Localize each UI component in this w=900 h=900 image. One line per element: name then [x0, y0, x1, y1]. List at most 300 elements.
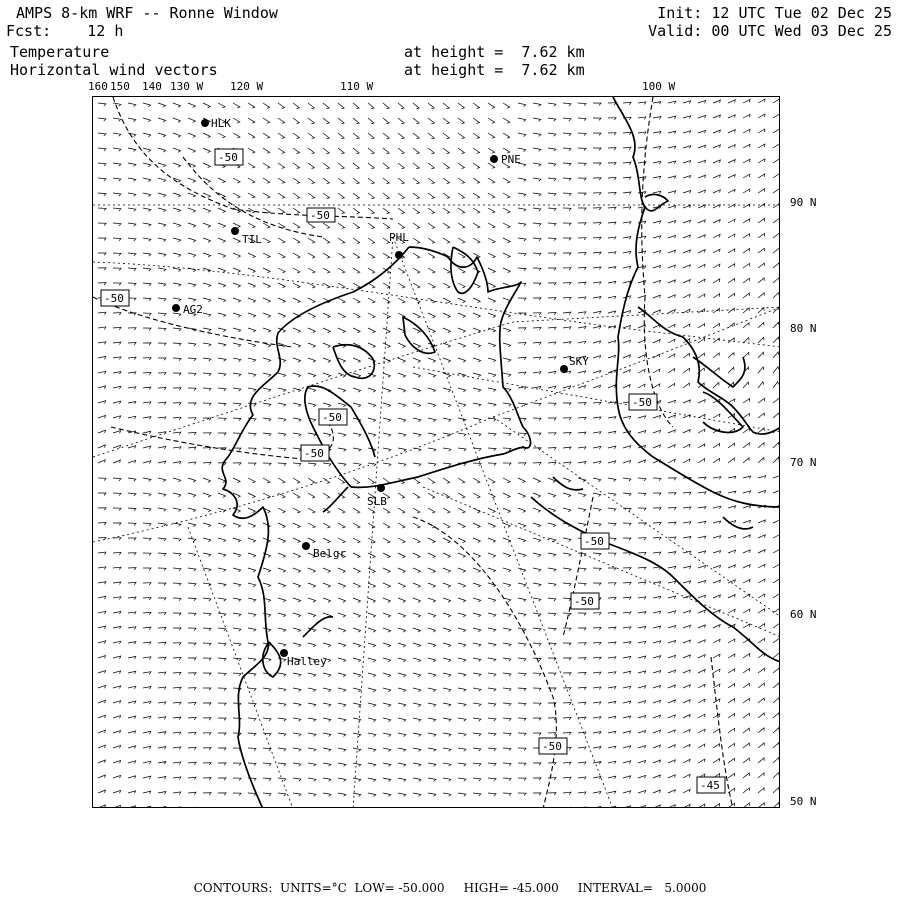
wind-vector: [218, 778, 226, 780]
wind-vector: [338, 673, 346, 677]
wind-vector: [743, 443, 749, 448]
wind-vector: [668, 116, 676, 119]
wind-vector: [203, 478, 211, 482]
wind-vector: [233, 583, 241, 587]
wind-vector: [413, 718, 421, 722]
wind-vector: [698, 507, 706, 510]
wind-vector: [263, 793, 271, 796]
wind-vector: [128, 268, 136, 271]
wind-vector: [113, 416, 121, 419]
wind-vector: [443, 508, 450, 513]
wind-vector: [278, 613, 286, 617]
wind-vector: [578, 403, 586, 405]
station-marker: [172, 303, 203, 316]
wind-vector: [578, 658, 586, 660]
wind-vector: [653, 611, 661, 614]
wind-vector: [623, 582, 631, 584]
wind-vector: [683, 566, 691, 569]
wind-vector: [323, 478, 330, 483]
wind-vector: [428, 553, 435, 558]
wind-vector: [608, 523, 616, 526]
wind-vector: [458, 478, 465, 483]
wind-vector: [578, 777, 586, 780]
wind-vector: [338, 193, 344, 199]
wind-vector: [383, 448, 391, 452]
wind-vector: [263, 658, 271, 661]
wind-vector: [473, 628, 481, 632]
wind-vector: [128, 193, 136, 196]
wind-vector: [623, 385, 630, 389]
wind-vector: [758, 174, 765, 178]
wind-vector: [563, 508, 571, 512]
wind-vector: [98, 371, 106, 374]
wind-vector: [758, 159, 765, 163]
wind-vector: [233, 763, 241, 766]
wind-vector: [278, 748, 286, 751]
wind-vector: [338, 178, 344, 184]
wind-vector: [233, 223, 240, 228]
wind-vector: [638, 355, 645, 358]
wind-vector: [203, 208, 210, 213]
wind-vector: [668, 760, 675, 763]
wind-vector: [488, 448, 496, 451]
wind-vector: [623, 478, 631, 481]
wind-vector: [728, 219, 735, 223]
wind-vector: [143, 223, 151, 226]
wind-vector: [623, 177, 631, 180]
wind-vector: [443, 193, 450, 198]
wind-vector: [593, 432, 601, 435]
wind-vector: [758, 773, 764, 778]
wind-vector: [698, 279, 705, 283]
wind-vector: [473, 733, 481, 736]
wind-vector: [563, 238, 571, 240]
wind-vector: [503, 208, 510, 213]
wind-vector: [773, 189, 780, 194]
wind-vector: [263, 688, 271, 691]
wind-vector: [773, 564, 780, 568]
wind-vector: [683, 220, 691, 223]
wind-vector: [188, 388, 196, 391]
wind-vector: [203, 433, 211, 435]
wind-vector: [263, 388, 271, 392]
wind-vector: [668, 383, 675, 388]
wind-vector: [728, 550, 736, 553]
wind-vector: [563, 133, 571, 136]
wind-vector: [533, 583, 541, 587]
wind-vector: [668, 537, 676, 540]
wind-vector: [608, 776, 616, 779]
wind-vector: [188, 583, 196, 586]
svg-text:-50: -50: [322, 411, 342, 424]
wind-vector: [338, 283, 345, 288]
wind-vector: [593, 252, 601, 255]
wind-vector: [728, 535, 736, 538]
wind-vector: [428, 748, 436, 751]
wind-vector: [323, 103, 329, 109]
wind-vector: [353, 598, 361, 602]
wind-vector: [518, 613, 526, 616]
wind-vector: [728, 654, 735, 658]
wind-vector: [323, 118, 329, 124]
wind-vector: [458, 673, 466, 677]
wind-vector: [293, 538, 300, 543]
wind-vector: [443, 133, 449, 139]
wind-vector: [458, 193, 465, 198]
wind-vector: [683, 581, 691, 584]
wind-vector: [728, 353, 734, 358]
forecast-label: [6, 22, 123, 40]
wind-vector: [593, 792, 601, 795]
wind-vector: [608, 222, 616, 225]
wind-vector: [623, 162, 631, 165]
wind-vector: [653, 221, 661, 224]
wind-vector: [278, 298, 285, 303]
wind-vector: [338, 793, 346, 796]
wind-vector: [563, 598, 571, 601]
wind-vector: [308, 508, 315, 513]
wind-vector: [488, 388, 496, 392]
wind-vector: [563, 223, 571, 226]
wind-vector: [263, 478, 270, 483]
wind-vector: [338, 238, 345, 243]
wind-vector: [518, 718, 526, 721]
wind-vector: [713, 115, 720, 118]
svg-text:AG2: AG2: [183, 303, 203, 316]
wind-vector: [98, 223, 106, 226]
wind-vector: [173, 462, 181, 465]
wind-vector: [293, 373, 301, 377]
wind-vector: [113, 790, 121, 793]
wind-vector: [563, 553, 571, 556]
wind-vector: [698, 324, 705, 328]
wind-vector: [308, 253, 315, 258]
wind-vector: [428, 418, 436, 422]
svg-text:-50: -50: [304, 447, 324, 460]
wind-vector: [578, 118, 586, 121]
wind-vector: [353, 178, 359, 184]
wind-vector: [383, 538, 390, 543]
wind-vector: [443, 238, 450, 243]
wind-vector: [473, 538, 480, 543]
wind-vector: [158, 283, 166, 286]
wind-vector: [518, 268, 526, 271]
wind-vector: [248, 748, 256, 751]
wind-vector: [563, 538, 571, 542]
wind-vector: [653, 745, 660, 748]
svg-text:HLK: HLK: [211, 117, 231, 130]
wind-vector: [713, 160, 720, 163]
wind-vector: [548, 778, 556, 780]
wind-vector: [413, 133, 419, 139]
wind-vector: [488, 733, 496, 736]
wind-vector: [278, 568, 286, 572]
wind-vector: [668, 445, 675, 448]
wind-vector: [608, 583, 616, 586]
wind-vector: [623, 325, 631, 328]
wind-vector: [218, 538, 226, 542]
wind-vector: [428, 448, 436, 451]
wind-vector: [248, 223, 255, 228]
wind-vector: [188, 118, 195, 123]
wind-vector: [323, 763, 331, 766]
wind-vector: [743, 579, 750, 583]
wind-vector: [668, 101, 676, 104]
wind-vector: [338, 748, 346, 752]
lat-label: 60 N: [790, 608, 817, 621]
wind-vector: [728, 160, 735, 164]
wind-vector: [308, 373, 316, 377]
wind-vector: [458, 598, 466, 602]
wind-vector: [668, 295, 675, 298]
wind-vector: [323, 133, 329, 139]
wind-vector: [368, 718, 376, 722]
wind-vector: [293, 583, 301, 587]
wind-vector: [158, 568, 166, 571]
wind-vector: [743, 249, 750, 254]
wind-vector: [203, 448, 211, 450]
wind-vector: [668, 310, 675, 314]
wind-vector: [293, 688, 301, 692]
lat-label: 90 N: [790, 196, 817, 209]
wind-vector: [413, 403, 421, 407]
wind-vector: [773, 99, 780, 103]
wind-vector: [623, 446, 631, 449]
wind-vector: [713, 294, 720, 298]
wind-vector: [443, 178, 450, 184]
wind-vector: [293, 358, 301, 362]
wind-vector: [353, 658, 361, 662]
wind-vector: [143, 461, 151, 464]
wind-vector: [368, 253, 375, 258]
wind-vector: [608, 281, 616, 284]
wind-vector: [173, 493, 181, 497]
wind-vector: [488, 403, 496, 406]
wind-vector: [428, 793, 436, 796]
wind-vector: [428, 298, 435, 303]
wind-vector: [608, 148, 616, 151]
wind-vector: [758, 698, 764, 703]
wind-vector: [743, 263, 750, 268]
wind-vector: [638, 612, 646, 615]
wind-vector: [698, 744, 705, 748]
wind-vector: [668, 250, 676, 253]
wind-vector: [563, 568, 571, 571]
wind-vector: [353, 718, 361, 722]
wind-vector: [218, 418, 226, 421]
wind-vector: [323, 193, 330, 199]
wind-vector: [173, 118, 181, 122]
wind-vector: [353, 553, 360, 558]
wind-vector: [338, 253, 345, 258]
wind-vector: [278, 178, 285, 183]
wind-vector: [383, 733, 391, 737]
wind-vector: [158, 402, 166, 405]
wind-vector: [623, 716, 631, 719]
wind-vector: [128, 671, 136, 674]
wind-vector: [728, 773, 735, 778]
wind-vector: [488, 253, 495, 258]
wind-vector: [473, 433, 481, 436]
wind-vector: [743, 99, 750, 103]
wind-vector: [248, 538, 256, 542]
wind-vector: [218, 223, 225, 228]
wind-vector: [158, 208, 166, 212]
wind-vector: [443, 688, 451, 692]
wind-vector: [578, 371, 586, 374]
wind-vector: [428, 433, 436, 437]
wind-vector: [653, 537, 661, 540]
wind-vector: [653, 596, 661, 599]
wind-vector: [173, 358, 181, 361]
wind-vector: [383, 373, 391, 377]
wind-vector: [623, 340, 631, 343]
wind-vector: [353, 628, 361, 632]
wind-vector: [458, 493, 465, 498]
wind-vector: [608, 672, 616, 675]
wind-vector: [473, 598, 481, 602]
wind-vector: [458, 613, 466, 617]
wind-vector: [608, 612, 616, 615]
wind-vector: [668, 415, 675, 418]
wind-vector: [473, 793, 481, 796]
wind-vector: [158, 223, 166, 227]
wind-vector: [383, 748, 391, 752]
wind-vector: [218, 763, 226, 765]
wind-vector: [353, 313, 360, 318]
wind-vector: [248, 193, 255, 198]
wind-vector: [488, 658, 496, 661]
wind-vector: [548, 193, 556, 196]
wind-vector: [683, 131, 691, 134]
wind-vector: [188, 133, 195, 138]
wind-vector: [458, 238, 465, 243]
wind-vector: [233, 478, 240, 483]
wind-vector: [578, 163, 586, 166]
wind-vector: [398, 733, 406, 737]
wind-vector: [533, 298, 541, 300]
wind-vector: [188, 538, 196, 542]
wind-vector: [548, 223, 556, 226]
wind-vector: [203, 553, 211, 557]
wind-vector: [713, 249, 720, 253]
wind-vector: [428, 403, 436, 407]
wind-vector: [278, 253, 285, 258]
wind-vector: [743, 654, 750, 658]
wind-vector: [743, 698, 749, 703]
wind-vector: [323, 568, 330, 573]
wind-vector: [653, 384, 660, 388]
wind-vector: [173, 658, 181, 661]
wind-vector: [668, 507, 676, 510]
temperature-contours: [93, 97, 733, 808]
wind-vector: [143, 716, 151, 719]
wind-vector: [398, 103, 404, 109]
wind-vector: [683, 596, 691, 599]
wind-vector: [158, 493, 166, 497]
wind-vector: [773, 490, 780, 493]
wind-vector: [743, 550, 750, 553]
wind-vector: [428, 478, 435, 483]
wind-vector: [698, 669, 705, 673]
wind-vector: [683, 492, 691, 495]
wind-vector: [593, 446, 601, 449]
wind-vector: [248, 733, 256, 736]
wind-vector: [488, 223, 495, 228]
wind-vector: [428, 313, 435, 318]
wind-vector: [158, 657, 166, 660]
wind-vector: [518, 688, 526, 691]
wind-vector: [758, 624, 765, 628]
wind-vector: [353, 388, 361, 392]
wind-vector: [443, 493, 450, 498]
wind-vector: [428, 628, 436, 632]
wind-vector: [323, 343, 330, 348]
wind-vector: [158, 717, 166, 720]
wind-vector: [593, 747, 601, 750]
wind-vector: [443, 343, 450, 347]
wind-vector: [773, 549, 780, 553]
wind-vector: [593, 223, 601, 225]
wind-vector: [158, 538, 166, 541]
wind-vector: [608, 296, 616, 299]
wind-vector: [503, 628, 511, 631]
wind-vector: [413, 523, 420, 528]
wind-vector: [728, 234, 735, 238]
svg-text:SKY: SKY: [569, 355, 589, 368]
wind-vector: [113, 493, 121, 496]
wind-vector: [293, 148, 300, 154]
wind-vector: [473, 373, 481, 377]
wind-vector: [443, 793, 451, 796]
field-temperature: Temperature: [10, 43, 110, 61]
wind-vector: [773, 413, 779, 418]
wind-vector: [758, 788, 764, 793]
wind-vector: [473, 358, 481, 362]
wind-vector: [323, 493, 330, 498]
wind-vector: [458, 778, 466, 781]
wind-vector: [158, 747, 166, 750]
wind-vector: [248, 388, 256, 391]
wind-vector: [593, 341, 601, 344]
wind-vector: [518, 178, 526, 182]
wind-vector: [353, 493, 360, 498]
wind-vector: [188, 208, 196, 212]
wind-vector: [218, 523, 226, 527]
wind-vector: [623, 806, 631, 808]
wind-vector: [578, 732, 586, 735]
wind-vector: [653, 508, 661, 510]
wind-vector: [668, 176, 676, 179]
wind-vector: [743, 338, 749, 344]
wind-vector: [278, 478, 285, 483]
wind-vector: [713, 759, 720, 763]
wind-vector: [278, 118, 285, 123]
wind-vector: [593, 267, 601, 270]
wind-vector: [563, 762, 571, 765]
wind-vector: [203, 628, 211, 631]
wind-vector: [518, 493, 525, 498]
wind-vector: [443, 208, 450, 213]
wind-vector: [683, 522, 691, 525]
wind-vector: [128, 597, 136, 600]
wind-vector: [113, 626, 121, 629]
wind-vector: [143, 446, 151, 449]
wind-vector: [773, 114, 780, 118]
wind-vector: [128, 806, 136, 808]
wind-vector: [428, 538, 435, 543]
wind-vector: [488, 493, 495, 498]
